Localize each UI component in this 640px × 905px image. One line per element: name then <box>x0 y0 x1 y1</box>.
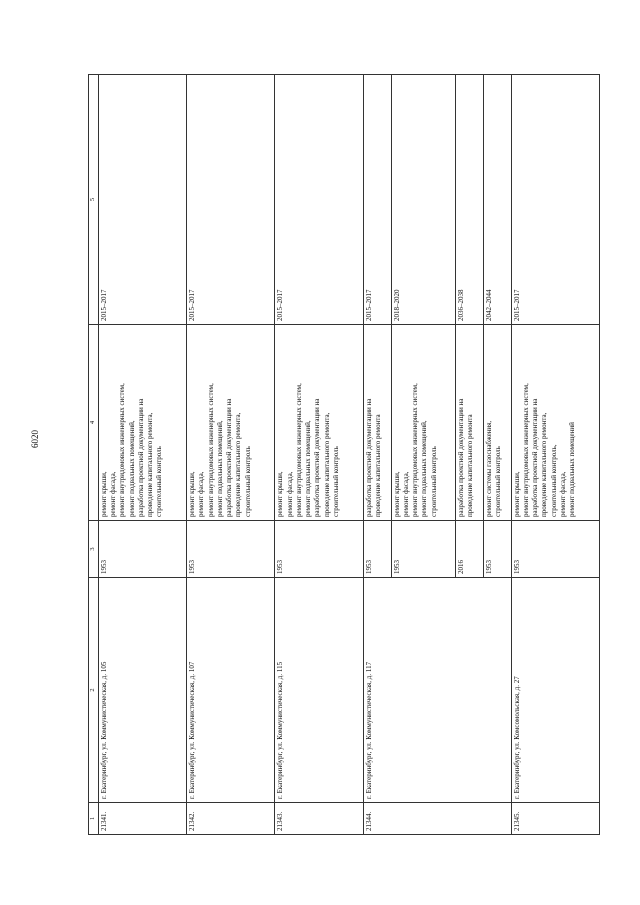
work-item: строительный контроль <box>493 446 502 517</box>
year-cell: 1953 <box>275 521 363 578</box>
year-cell: 1953 <box>187 521 275 578</box>
year-cell: 1953 <box>511 521 599 578</box>
year-cell: 1953 <box>363 521 391 578</box>
row-number: 21344. <box>363 803 511 835</box>
table-row <box>363 75 391 835</box>
work-item: строительный контроль <box>429 446 438 517</box>
work-item: ремонт внутридомовых инженерных систем, <box>411 383 420 517</box>
row-number: 21342. <box>187 803 275 835</box>
work-item: ремонт подвальных помещений, <box>304 420 313 517</box>
work-item: ремонт внутридомовых инженерных систем, <box>118 383 127 517</box>
works-cell <box>99 325 187 521</box>
work-item: разработка проектной документации на <box>456 398 465 517</box>
work-item: ремонт фасада, <box>285 471 294 517</box>
work-item: разработка проектной документации на <box>313 398 322 517</box>
works-cell <box>363 325 391 521</box>
address-cell: г. Екатеринбург, ул. Коммунистическая, д. 105 <box>99 578 187 803</box>
work-item: ремонт крыши, <box>512 471 521 517</box>
page-number: 6020 <box>30 430 40 448</box>
work-item: ремонт подвальных помещений, <box>127 420 136 517</box>
works-cell <box>455 325 483 521</box>
table-body <box>99 75 600 835</box>
table-row <box>99 75 187 835</box>
work-item: ремонт внутридомовых инженерных систем, <box>294 383 303 517</box>
table-row <box>511 75 599 835</box>
period-cell: 2042–2044 <box>483 75 511 325</box>
work-item: ремонт фасада, <box>558 471 567 517</box>
works-cell <box>511 325 599 521</box>
header-cell: 4 <box>89 325 99 521</box>
period-cell: 2015–2017 <box>187 75 275 325</box>
work-item: ремонт внутридомовых инженерных систем, <box>521 383 530 517</box>
work-item: ремонт системы газоснабжения, <box>484 420 493 517</box>
work-item: ремонт крыши, <box>100 471 108 517</box>
table-row <box>275 75 363 835</box>
work-item: ремонт фасада, <box>197 471 206 517</box>
work-item: ремонт внутридомовых инженерных систем, <box>206 383 215 517</box>
work-item: проведение капитального ремонта <box>373 414 382 517</box>
work-item: ремонт подвальных помещений, <box>215 420 224 517</box>
work-item: ремонт подвальных помещений <box>568 422 577 517</box>
repair-schedule-table <box>88 74 600 835</box>
work-item: строительный контроль <box>331 446 340 517</box>
header-cell: 5 <box>89 75 99 325</box>
work-item: разработка проектной документации на <box>531 398 540 517</box>
work-item: строительный контроль, <box>549 444 558 517</box>
row-number: 21343. <box>275 803 363 835</box>
work-item: ремонт подвальных помещений, <box>420 420 429 517</box>
works-cell <box>391 325 455 521</box>
header-cell: 3 <box>89 521 99 578</box>
year-cell: 1953 <box>391 521 455 578</box>
header-cell: 2 <box>89 578 99 803</box>
period-cell: 2015–2017 <box>275 75 363 325</box>
period-cell: 2015–2017 <box>99 75 187 325</box>
period-cell: 2015–2017 <box>511 75 599 325</box>
year-cell: 1953 <box>483 521 511 578</box>
work-item: ремонт крыши, <box>188 471 197 517</box>
work-item: строительный контроль <box>155 446 164 517</box>
address-cell: г. Екатеринбург, ул. Комсомольская, д. 27 <box>511 578 599 803</box>
rotated-table-container <box>88 75 600 835</box>
period-cell: 2015–2017 <box>363 75 391 325</box>
work-item: разработка проектной документации на <box>225 398 234 517</box>
work-item: проведение капитального ремонта, <box>234 412 243 517</box>
address-cell: г. Екатеринбург, ул. Коммунистическая, д. 117 <box>363 578 511 803</box>
work-item: ремонт крыши, <box>392 471 401 517</box>
work-item: ремонт фасада, <box>401 471 410 517</box>
work-item: ремонт фасада, <box>109 471 118 517</box>
year-cell: 1953 <box>99 521 187 578</box>
work-item: строительный контроль <box>243 446 252 517</box>
works-cell <box>483 325 511 521</box>
work-item: проведение капитального ремонта, <box>540 412 549 517</box>
address-cell: г. Екатеринбург, ул. Коммунистическая, д. 107 <box>187 578 275 803</box>
address-cell: г. Екатеринбург, ул. Коммунистическая, д. 115 <box>275 578 363 803</box>
row-number: 21345. <box>511 803 599 835</box>
header-cell: 1 <box>89 803 99 835</box>
table-row <box>187 75 275 835</box>
work-item: ремонт крыши, <box>276 471 285 517</box>
work-item: проведение капитального ремонта, <box>322 412 331 517</box>
work-item: проведение капитального ремонта, <box>146 412 155 517</box>
work-item: разработка проектной документации на <box>364 398 373 517</box>
works-cell <box>187 325 275 521</box>
header-row <box>89 75 99 835</box>
year-cell: 2016 <box>455 521 483 578</box>
work-item: проведение капитального ремонта <box>465 414 474 517</box>
period-cell: 2036–2038 <box>455 75 483 325</box>
works-cell <box>275 325 363 521</box>
row-number: 21341. <box>99 803 187 835</box>
period-cell: 2018–2020 <box>391 75 455 325</box>
work-item: разработка проектной документации на <box>136 398 145 517</box>
